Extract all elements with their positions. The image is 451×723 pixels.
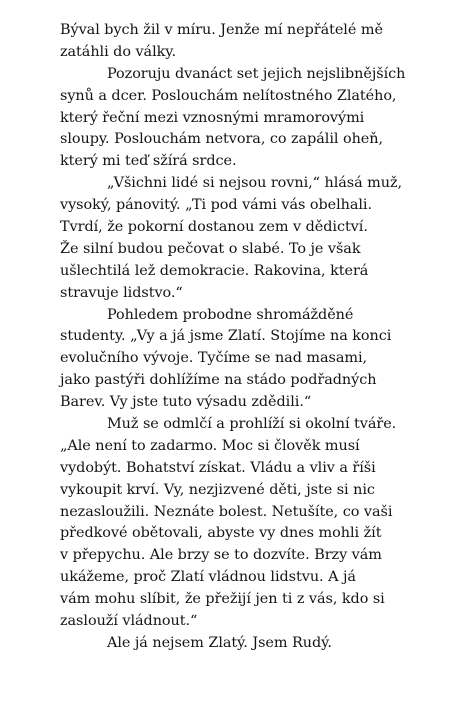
text-line: v přepychu. Ale brzy se to dozvíte. Brzy vám — [60, 547, 382, 564]
text-line: „Ale není to zadarmo. Moc si člověk musí — [60, 437, 360, 454]
text-line: „Všichni lidé si nejsou rovni,“ hlásá muž, — [107, 175, 403, 192]
text-line: Muž se odmlčí a prohlíží si okolní tváře. — [107, 416, 397, 433]
text-line: ušlechtilá lež demokracie. Rakovina, která — [60, 262, 369, 279]
text-line: Pohledem probodne shromážděné — [107, 306, 354, 323]
text-line: Pozoruju dvanáct set jejich nejslibnějších — [107, 65, 406, 82]
text-line: sloupy. Poslouchám netvora, co zapálil oheň, — [60, 131, 384, 148]
text-line: nezasloužili. Neznáte bolest. Netušíte, co vaši — [60, 503, 393, 520]
text-line: Býval bych žil v míru. Jenže mí nepřátelé mě — [60, 22, 383, 38]
text-line: Tvrdí, že pokorní dostanou zem v dědictví. — [60, 219, 368, 236]
text-line: vykoupit krví. Vy, nezjizvené děti, jste si nic — [60, 481, 375, 498]
text-line: stravuje lidstvo.“ — [60, 284, 183, 301]
text-line: který řeční mezi vznosnými mramorovými — [60, 109, 365, 126]
text-line: Barev. Vy jste tuto výsadu zdědili.“ — [60, 394, 312, 411]
text-line: ukážeme, proč Zlatí vládnou lidstvu. A já — [60, 569, 356, 586]
text-line: vydobýt. Bohatství získat. Vládu a vliv a říši — [60, 459, 376, 476]
text-line: Ale já nejsem Zlatý. Jsem Rudý. — [107, 634, 332, 651]
text-line: jako pastýři dohlížíme na stádo podřadných — [60, 372, 377, 389]
text-line: vám mohu slíbit, že přežijí jen ti z vás, kdo si — [60, 591, 385, 608]
text-line: zaslouží vládnout.“ — [60, 613, 198, 630]
text-line: vysoký, pánovitý. „Ti pod vámi vás obelhali. — [60, 197, 373, 214]
text-line: Že silní budou pečovat o slabé. To je však — [60, 240, 361, 257]
text-line: evolučního vývoje. Tyčíme se nad masami, — [60, 350, 368, 367]
text-line: synů a dcer. Poslouchám nelítostného Zlatého, — [60, 87, 397, 104]
text-line: studenty. „Vy a já jsme Zlatí. Stojíme na konci — [60, 328, 392, 345]
body-text — [60, 20, 417, 655]
text-line: který mi teď sžírá srdce. — [60, 153, 237, 170]
text-line: předkové obětovali, abyste vy dnes mohli žít — [60, 525, 382, 542]
text-line: zatáhli do války. — [60, 43, 176, 60]
